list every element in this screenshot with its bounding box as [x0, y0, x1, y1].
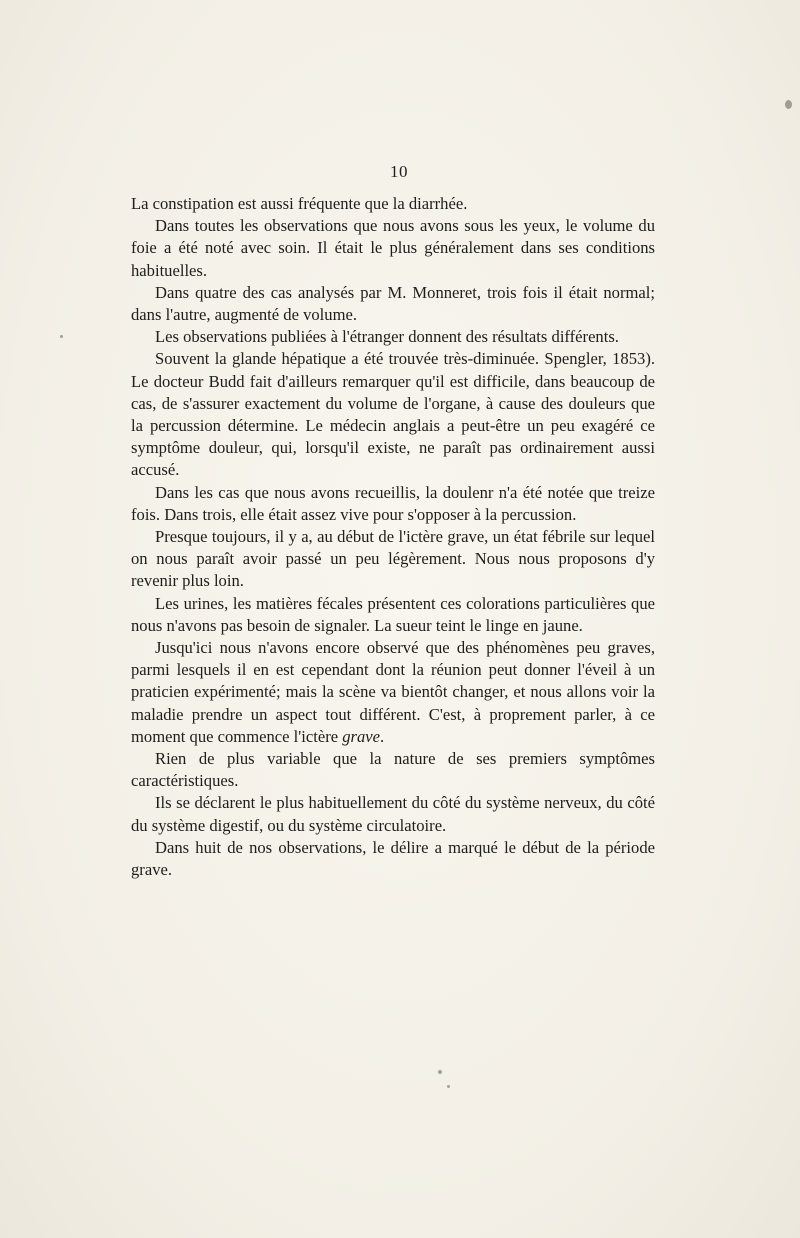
paragraph: [131, 637, 655, 748]
paragraph-text: Jusqu'ici nous n'avons encore observé que des phénomènes peu graves, parmi lesquels il en est cependant dont la réunion peut donner l'éveil à un praticien expérimenté; mais la scène va bientôt changer, et nous allons voir la maladie prendre un aspect tout différent. C'est, à proprement parler, à ce moment que commence l'ictère: [131, 638, 655, 746]
paragraph: Presque toujours, il y a, au début de l'ictère grave, un état fébrile sur lequel on nous paraît avoir passé un peu légèrement. Nous nous proposons d'y revenir plus loin.: [131, 527, 655, 591]
paragraph: Ils se déclarent le plus habituellement du côté du système nerveux, du côté du système digestif, ou du système circulatoire.: [131, 793, 655, 835]
body-text: [131, 193, 655, 881]
paragraph-text: .: [380, 726, 385, 746]
page-number: 10: [390, 162, 408, 181]
italic-word: grave: [342, 726, 381, 746]
paragraph: Rien de plus variable que la nature de ses premiers symptômes caractéristiques.: [131, 749, 655, 791]
ink-speck: [447, 1085, 450, 1088]
paragraph: Dans les cas que nous avons recueillis, la doulenr n'a été notée que treize fois. Dans trois, elle était assez vive pour s'opposer à la percussion.: [131, 482, 655, 524]
paragraph: Les urines, les matières fécales présentent ces colorations particulières que nous n'avons pas besoin de signaler. La sueur teint le linge en jaune.: [131, 593, 655, 635]
paragraph: Dans toutes les observations que nous avons sous les yeux, le volume du foie a été noté avec soin. Il était le plus généralement dans ses conditions habituelles.: [131, 216, 655, 280]
paragraph: Souvent la glande hépatique a été trouvée très-diminuée. Spengler, 1853). Le docteur Budd fait d'ailleurs remarquer qu'il est difficile, dans beaucoup de cas, de s'assurer exactement du volume de l'organe, à cause des douleurs que la percussion détermine. Le médecin anglais a peut-être un peu exagéré ce symptôme douleur, qui, lorsqu'il existe, ne paraît pas ordinairement aussi accusé.: [131, 349, 655, 480]
paragraph: Dans quatre des cas analysés par M. Monneret, trois fois il était normal; dans l'autre, augmenté de volume.: [131, 282, 655, 325]
ink-speck: [785, 100, 792, 109]
paragraph: Dans huit de nos observations, le délire a marqué le début de la période grave.: [131, 837, 655, 880]
ink-speck: [438, 1070, 442, 1074]
ink-speck: [60, 335, 63, 338]
paragraph: Les observations publiées à l'étranger donnent des résultats différents.: [155, 327, 619, 347]
paragraph: La constipation est aussi fréquente que la diarrhée.: [131, 194, 468, 213]
